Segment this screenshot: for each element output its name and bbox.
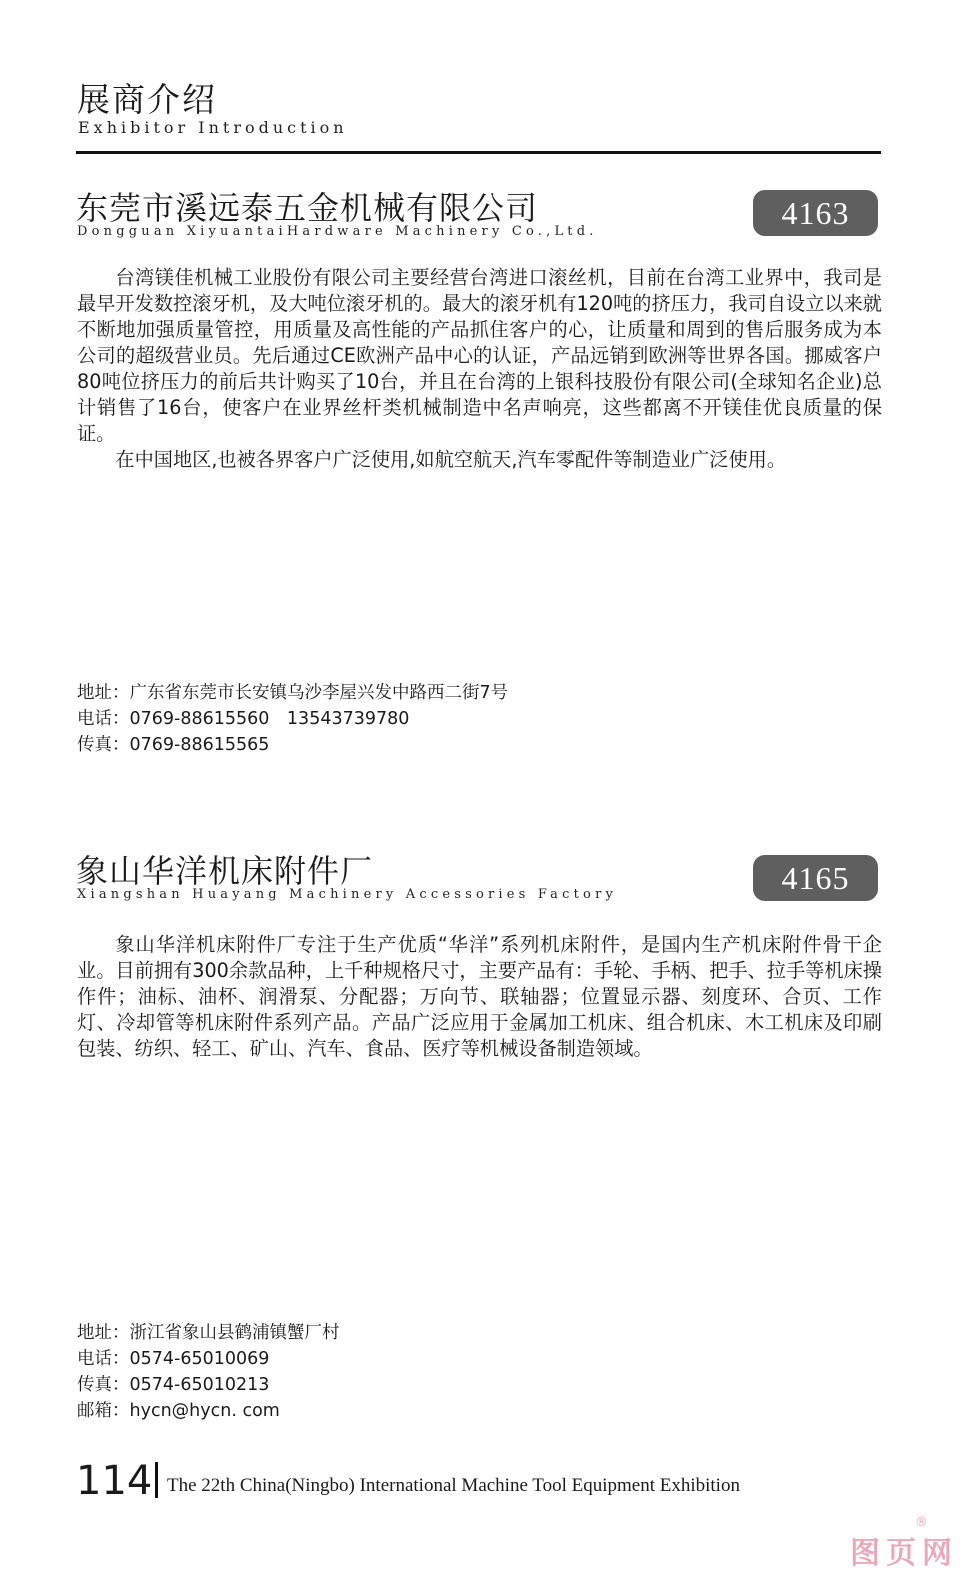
contact-block: [77, 1320, 340, 1424]
contact-email: 邮箱：hycn@hycn. com: [77, 1401, 280, 1421]
contact-fax: 传真：0769-88615565: [77, 735, 270, 755]
exhibitor-description: [77, 932, 882, 1062]
description-paragraph: 台湾镁佳机械工业股份有限公司主要经营台湾进口滚丝机，目前在台湾工业界中，我司是最早开发数控滚牙机，及大吨位滚牙机的。最大的滚牙机有120吨的挤压力，我司自设立以来就不断地加强质量管控，用质量及高性能的产品抓住客户的心，让质量和周到的售后服务成为本公司的超级营业员。先后通过CE欧洲产品中心的认证，产品远销到欧洲等世界各国。挪威客户80吨位挤压力的前后共计购买了10台，并且在台湾的上银科技股份有限公司(全球知名企业)总计销售了16台，使客户在业界丝杆类机械制造中名声响亮，这些都离不开镁佳优良质量的保证。: [77, 266, 882, 445]
footer-exhibition-title: The 22th China(Ningbo) International Machine Tool Equipment Exhibition: [167, 1475, 740, 1496]
contact-phone: 电话：0769-88615560 13543739780: [77, 709, 410, 729]
exhibitor-name: 象山华洋机床附件厂: [76, 852, 374, 890]
page-number: 114: [76, 1458, 153, 1504]
contact-address: 地址：广东省东莞市长安镇乌沙李屋兴发中路西二街7号: [77, 683, 509, 703]
contact-phone: 电话：0574-65010069: [77, 1349, 270, 1369]
section-subtitle: Exhibitor Introduction: [78, 118, 348, 137]
exhibitor-description: [77, 265, 882, 473]
contact-fax: 传真：0574-65010213: [77, 1375, 270, 1395]
watermark-logo: 图页网: [850, 1536, 958, 1571]
footer-divider: [155, 1462, 158, 1498]
booth-number-badge: 4163: [753, 190, 878, 236]
exhibitor-name-en: Xiangshan Huayang Machinery Accessories Factory: [77, 887, 618, 902]
watermark-registered-mark: ®: [915, 1515, 928, 1530]
header-divider: [76, 151, 881, 154]
contact-block: [77, 680, 508, 758]
contact-address: 地址：浙江省象山县鹤浦镇蟹厂村: [77, 1323, 340, 1343]
description-paragraph: 在中国地区,也被各界客户广泛使用,如航空航天,汽车零配件等制造业广泛使用。: [115, 448, 787, 471]
description-paragraph: 象山华洋机床附件厂专注于生产优质“华洋”系列机床附件，是国内生产机床附件骨干企业。目前拥有300余款品种，上千种规格尺寸，主要产品有：手轮、手柄、把手、拉手等机床操作件；油标、油杯、润滑泵、分配器；万向节、联轴器；位置显示器、刻度环、合页、工作灯、冷却管等机床附件系列产品。产品广泛应用于金属加工机床、组合机床、木工机床及印刷包装、纺织、轻工、矿山、汽车、食品、医疗等机械设备制造领域。: [77, 933, 882, 1060]
exhibitor-name-en: Dongguan XiyuantaiHardware Machinery Co.,Ltd.: [77, 224, 598, 239]
section-title: 展商介绍: [77, 80, 217, 119]
exhibitor-name: 东莞市溪远泰五金机械有限公司: [76, 189, 539, 227]
booth-number-badge: 4165: [753, 855, 878, 901]
